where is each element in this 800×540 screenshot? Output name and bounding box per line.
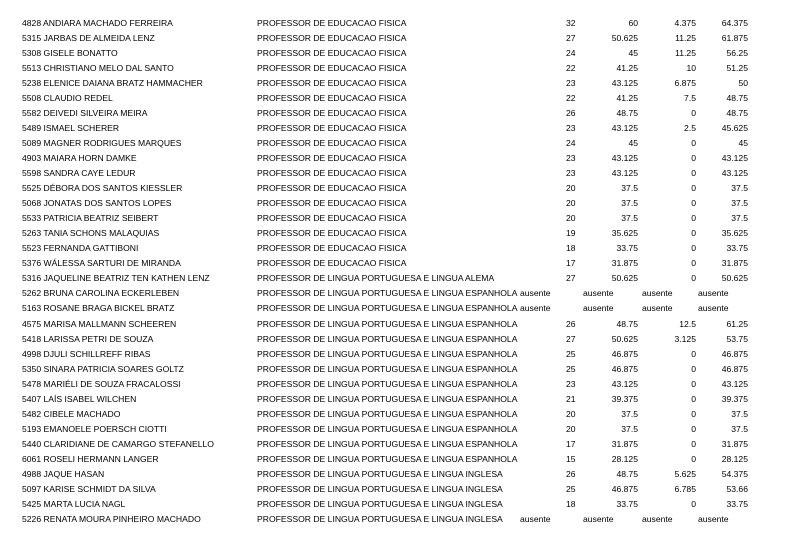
position-title: PROFESSOR DE LINGUA PORTUGUESA E LINGUA ESPANHOLA [257, 408, 518, 419]
score-col-3: 5.625 [674, 469, 696, 479]
score-col-4: 37.5 [731, 423, 748, 434]
candidate-name: 4998 DJULI SCHILLREFF RIBAS [22, 348, 151, 359]
score-col-1: 25 [566, 484, 576, 495]
score-col-1: ausente [520, 288, 551, 299]
table-row [0, 407, 800, 422]
score-col-2: 39.375 [611, 393, 638, 404]
score-col-2: 43.125 [611, 378, 638, 389]
score-col-1: 23 [566, 77, 576, 88]
table-row [0, 166, 800, 181]
score-col-2: 45 [628, 47, 638, 58]
score-col-3: 0 [691, 198, 696, 209]
score-col-4: 28.125 [721, 453, 748, 464]
score-col-2: 48.75 [616, 469, 638, 479]
table-row [0, 61, 800, 76]
table-row [0, 181, 800, 196]
position-title: PROFESSOR DE EDUCACAO FISICA [257, 152, 407, 163]
score-col-3: 0 [691, 228, 696, 239]
score-col-4: 37.5 [731, 198, 748, 209]
score-col-1: 25 [566, 348, 576, 359]
score-col-1: 26 [566, 318, 576, 329]
score-col-3: 0 [691, 258, 696, 269]
candidate-name: 5525 DÉBORA DOS SANTOS KIESSLER [22, 183, 183, 194]
score-col-3: ausente [642, 303, 673, 314]
candidate-name: 5097 KARISE SCHMIDT DA SILVA [22, 484, 156, 495]
score-col-3: 0 [691, 137, 696, 148]
score-col-1: 21 [566, 393, 576, 404]
score-col-1: ausente [520, 514, 551, 525]
position-title: PROFESSOR DE LINGUA PORTUGUESA E LINGUA ESPANHOLA [257, 423, 518, 434]
score-col-4: 51.25 [726, 62, 748, 73]
candidate-name: 5068 JONATAS DOS SANTOS LOPES [22, 198, 172, 209]
score-col-4: 43.125 [721, 168, 748, 178]
score-col-4: 50 [738, 77, 748, 88]
candidate-name: 5533 PATRICIA BEATRIZ SEIBERT [22, 213, 159, 224]
candidate-name: 4828 ANDIARA MACHADO FERREIRA [22, 17, 173, 28]
score-col-2: 37.5 [621, 423, 638, 434]
table-row [0, 452, 800, 467]
table-row [0, 332, 800, 347]
position-title: PROFESSOR DE LINGUA PORTUGUESA E LINGUA ESPANHOLA [257, 438, 518, 449]
candidate-name: 5523 FERNANDA GATTIBONI [22, 243, 139, 254]
score-col-2: 31.875 [611, 438, 638, 449]
position-title: PROFESSOR DE LINGUA PORTUGUESA E LINGUA INGLESA [257, 514, 503, 525]
score-col-4: 45 [738, 137, 748, 148]
score-col-3: 0 [691, 107, 696, 118]
position-title: PROFESSOR DE LINGUA PORTUGUESA E LINGUA ESPANHOLA [257, 348, 518, 359]
position-title: PROFESSOR DE EDUCACAO FISICA [257, 17, 407, 28]
score-col-4: 31.875 [721, 438, 748, 449]
score-col-1: ausente [520, 303, 551, 314]
score-col-3: ausente [642, 288, 673, 299]
score-col-3: 6.785 [674, 484, 696, 495]
score-col-4: 37.5 [731, 183, 748, 194]
score-col-1: 23 [566, 378, 576, 389]
score-col-4: 61.875 [721, 32, 748, 43]
position-title: PROFESSOR DE EDUCACAO FISICA [257, 183, 407, 194]
score-col-2: 37.5 [621, 198, 638, 209]
score-col-1: 20 [566, 213, 576, 224]
candidate-name: 5316 JAQUELINE BEATRIZ TEN KATHEN LENZ [22, 273, 210, 284]
score-col-4: 37.5 [731, 213, 748, 224]
score-col-1: 20 [566, 183, 576, 194]
score-col-3: 0 [691, 363, 696, 374]
table-row [0, 106, 800, 121]
score-col-2: 60 [628, 17, 638, 28]
table-row [0, 211, 800, 226]
score-col-2: ausente [583, 303, 614, 314]
table-row [0, 512, 800, 527]
score-col-2: 45 [628, 137, 638, 148]
position-title: PROFESSOR DE EDUCACAO FISICA [257, 243, 407, 254]
position-title: PROFESSOR DE LINGUA PORTUGUESA E LINGUA ESPANHOLA [257, 333, 518, 344]
position-title: PROFESSOR DE EDUCACAO FISICA [257, 168, 407, 178]
score-col-4: 37.5 [731, 408, 748, 419]
candidate-name: 5407 LAÍS ISABEL WILCHEN [22, 393, 137, 404]
score-col-3: 2.5 [684, 122, 696, 133]
position-title: PROFESSOR DE LINGUA PORTUGUESA E LINGUA ESPANHOLA [257, 453, 518, 464]
score-col-4: ausente [698, 514, 729, 525]
score-col-3: ausente [642, 514, 673, 525]
score-col-3: 0 [691, 152, 696, 163]
score-col-1: 19 [566, 228, 576, 239]
score-col-3: 0 [691, 183, 696, 194]
score-col-4: 39.375 [721, 393, 748, 404]
score-col-2: 41.25 [616, 62, 638, 73]
score-col-2: 43.125 [611, 77, 638, 88]
score-col-3: 0 [691, 348, 696, 359]
score-col-2: 48.75 [616, 318, 638, 329]
score-col-1: 24 [566, 47, 576, 58]
score-col-2: 50.625 [611, 273, 638, 284]
score-col-1: 27 [566, 273, 576, 284]
table-row [0, 31, 800, 46]
score-col-4: 54.375 [721, 469, 748, 479]
candidate-name: 5513 CHRISTIANO MELO DAL SANTO [22, 62, 174, 73]
score-col-3: 0 [691, 168, 696, 178]
position-title: PROFESSOR DE EDUCACAO FISICA [257, 198, 407, 209]
table-row [0, 151, 800, 166]
candidate-name: 5263 TANIA SCHONS MALAQUIAS [22, 228, 160, 239]
score-col-3: 0 [691, 423, 696, 434]
score-col-3: 10 [686, 62, 696, 73]
score-col-4: ausente [698, 303, 729, 314]
table-row [0, 226, 800, 241]
score-col-3: 0 [691, 393, 696, 404]
score-col-2: 46.875 [611, 348, 638, 359]
score-col-2: 43.125 [611, 152, 638, 163]
score-col-3: 12.5 [679, 318, 696, 329]
candidate-name: 5489 ISMAEL SCHERER [22, 122, 120, 133]
position-title: PROFESSOR DE LINGUA PORTUGUESA E LINGUA ESPANHOLA [257, 318, 518, 329]
table-row [0, 392, 800, 407]
score-col-1: 15 [566, 453, 576, 464]
score-col-4: 56.25 [726, 47, 748, 58]
candidate-name: 5478 MARIÉLI DE SOUZA FRACALOSSI [22, 378, 181, 389]
score-col-2: 50.625 [611, 333, 638, 344]
score-col-1: 24 [566, 137, 576, 148]
candidate-name: 5308 GISELE BONATTO [22, 47, 118, 58]
candidate-name: 5508 CLAUDIO REDEL [22, 92, 113, 103]
candidate-name: 5598 SANDRA CAYE LEDUR [22, 168, 136, 178]
table-row [0, 16, 800, 31]
score-col-3: 6.875 [674, 77, 696, 88]
table-row [0, 377, 800, 392]
score-col-1: 20 [566, 198, 576, 209]
position-title: PROFESSOR DE LINGUA PORTUGUESA E LINGUA ALEMA [257, 273, 495, 284]
score-col-4: 53.75 [726, 333, 748, 344]
score-col-3: 3.125 [674, 333, 696, 344]
candidate-name: 5238 ELENICE DAIANA BRATZ HAMMACHER [22, 77, 203, 88]
score-col-4: ausente [698, 288, 729, 299]
score-col-2: 37.5 [621, 408, 638, 419]
score-col-4: 43.125 [721, 152, 748, 163]
score-col-4: 33.75 [726, 499, 748, 510]
score-col-2: 43.125 [611, 122, 638, 133]
score-col-4: 45.625 [721, 122, 748, 133]
position-title: PROFESSOR DE EDUCACAO FISICA [257, 62, 407, 73]
score-col-4: 46.875 [721, 363, 748, 374]
score-col-2: 46.875 [611, 363, 638, 374]
score-col-4: 53.66 [726, 484, 748, 495]
position-title: PROFESSOR DE EDUCACAO FISICA [257, 137, 407, 148]
score-col-1: 20 [566, 423, 576, 434]
score-col-1: 18 [566, 243, 576, 254]
candidate-name: 4988 JAQUE HASAN [22, 469, 105, 479]
score-col-2: 28.125 [611, 453, 638, 464]
score-col-2: 41.25 [616, 92, 638, 103]
score-col-2: 50.625 [611, 32, 638, 43]
score-col-3: 7.5 [684, 92, 696, 103]
score-col-3: 11.25 [675, 32, 696, 43]
table-row [0, 362, 800, 377]
position-title: PROFESSOR DE EDUCACAO FISICA [257, 77, 407, 88]
position-title: PROFESSOR DE EDUCACAO FISICA [257, 258, 407, 269]
score-col-2: 33.75 [616, 499, 638, 510]
score-col-1: 26 [566, 469, 576, 479]
table-row [0, 256, 800, 271]
score-col-2: 37.5 [621, 183, 638, 194]
score-col-3: 0 [691, 378, 696, 389]
score-col-2: 31.875 [611, 258, 638, 269]
candidate-name: 5226 RENATA MOURA PINHEIRO MACHADO [22, 514, 201, 525]
score-col-1: 20 [566, 408, 576, 419]
score-col-3: 4.375 [674, 17, 696, 28]
candidate-name: 4903 MAIARA HORN DAMKE [22, 152, 137, 163]
position-title: PROFESSOR DE LINGUA PORTUGUESA E LINGUA INGLESA [257, 484, 503, 495]
table-row [0, 196, 800, 211]
table-row [0, 271, 800, 286]
table-row [0, 136, 800, 151]
score-col-1: 23 [566, 152, 576, 163]
score-col-4: 33.75 [726, 243, 748, 254]
score-col-2: ausente [583, 514, 614, 525]
table-row [0, 317, 800, 332]
table-row [0, 467, 800, 482]
score-col-4: 50.625 [721, 273, 748, 284]
score-col-2: ausente [583, 288, 614, 299]
candidate-name: 5193 EMANOELE POERSCH CIOTTI [22, 423, 167, 434]
position-title: PROFESSOR DE LINGUA PORTUGUESA E LINGUA ESPANHOLA [257, 378, 518, 389]
score-col-2: 37.5 [621, 213, 638, 224]
score-col-1: 26 [566, 107, 576, 118]
score-col-4: 46.875 [721, 348, 748, 359]
score-col-4: 61.25 [726, 318, 748, 329]
score-col-4: 64.375 [721, 17, 748, 28]
candidate-name: 5582 DEIVEDI SILVEIRA MEIRA [22, 107, 148, 118]
candidate-name: 5482 CIBELE MACHADO [22, 408, 121, 419]
candidate-name: 5089 MAGNER RODRIGUES MARQUES [22, 137, 182, 148]
table-row [0, 241, 800, 256]
position-title: PROFESSOR DE LINGUA PORTUGUESA E LINGUA ESPANHOLA [257, 393, 518, 404]
score-col-1: 22 [566, 62, 576, 73]
score-col-1: 18 [566, 499, 576, 510]
score-col-3: 0 [691, 499, 696, 510]
score-col-3: 0 [691, 408, 696, 419]
table-row [0, 497, 800, 512]
score-col-2: 46.875 [611, 484, 638, 495]
position-title: PROFESSOR DE EDUCACAO FISICA [257, 213, 407, 224]
score-col-4: 48.75 [726, 107, 748, 118]
score-col-4: 43.125 [721, 378, 748, 389]
table-row [0, 301, 800, 316]
table-row [0, 422, 800, 437]
table-row [0, 46, 800, 61]
score-col-3: 0 [691, 273, 696, 284]
score-col-1: 23 [566, 122, 576, 133]
candidate-name: 5262 BRUNA CAROLINA ECKERLEBEN [22, 288, 180, 299]
position-title: PROFESSOR DE EDUCACAO FISICA [257, 92, 407, 103]
position-title: PROFESSOR DE EDUCACAO FISICA [257, 107, 407, 118]
score-col-4: 35.625 [721, 228, 748, 239]
score-col-1: 32 [566, 17, 576, 28]
table-row [0, 482, 800, 497]
score-col-1: 17 [566, 438, 576, 449]
position-title: PROFESSOR DE LINGUA PORTUGUESA E LINGUA ESPANHOLA [257, 288, 518, 299]
score-col-4: 48.75 [726, 92, 748, 103]
position-title: PROFESSOR DE EDUCACAO FISICA [257, 122, 407, 133]
position-title: PROFESSOR DE LINGUA PORTUGUESA E LINGUA ESPANHOLA [257, 303, 518, 314]
position-title: PROFESSOR DE LINGUA PORTUGUESA E LINGUA INGLESA [257, 499, 503, 510]
score-col-3: 0 [691, 243, 696, 254]
score-col-3: 0 [691, 438, 696, 449]
score-col-3: 0 [691, 213, 696, 224]
position-title: PROFESSOR DE LINGUA PORTUGUESA E LINGUA INGLESA [257, 469, 503, 479]
score-col-2: 48.75 [616, 107, 638, 118]
score-col-1: 27 [566, 333, 576, 344]
score-col-1: 27 [566, 32, 576, 43]
score-col-2: 33.75 [616, 243, 638, 254]
candidate-name: 5376 WÁLESSA SARTURI DE MIRANDA [22, 258, 181, 269]
table-row [0, 91, 800, 106]
candidate-name: 5315 JARBAS DE ALMEIDA LENZ [22, 32, 155, 43]
score-col-1: 23 [566, 168, 576, 178]
candidate-name: 6061 ROSELI HERMANN LANGER [22, 453, 159, 464]
candidate-name: 5350 SINARA PATRICIA SOARES GOLTZ [22, 363, 184, 374]
position-title: PROFESSOR DE EDUCACAO FISICA [257, 228, 407, 239]
candidate-name: 5425 MARTA LUCIA NAGL [22, 499, 126, 510]
table-row [0, 437, 800, 452]
position-title: PROFESSOR DE EDUCACAO FISICA [257, 47, 407, 58]
position-title: PROFESSOR DE EDUCACAO FISICA [257, 32, 407, 43]
table-row [0, 121, 800, 136]
score-col-2: 43.125 [611, 168, 638, 178]
score-col-1: 17 [566, 258, 576, 269]
score-col-1: 25 [566, 363, 576, 374]
score-col-3: 11.25 [675, 47, 696, 58]
score-col-3: 0 [691, 453, 696, 464]
score-col-4: 31.875 [721, 258, 748, 269]
score-col-2: 35.625 [611, 228, 638, 239]
table-row [0, 76, 800, 91]
position-title: PROFESSOR DE LINGUA PORTUGUESA E LINGUA ESPANHOLA [257, 363, 518, 374]
candidate-name: 5163 ROSANE BRAGA BICKEL BRATZ [22, 303, 175, 314]
score-col-1: 22 [566, 92, 576, 103]
table-row [0, 347, 800, 362]
candidate-name: 5440 CLARIDIANE DE CAMARGO STEFANELLO [22, 438, 214, 449]
candidate-name: 5418 LARISSA PETRI DE SOUZA [22, 333, 154, 344]
candidate-name: 4575 MARISA MALLMANN SCHEEREN [22, 318, 177, 329]
table-row [0, 286, 800, 301]
